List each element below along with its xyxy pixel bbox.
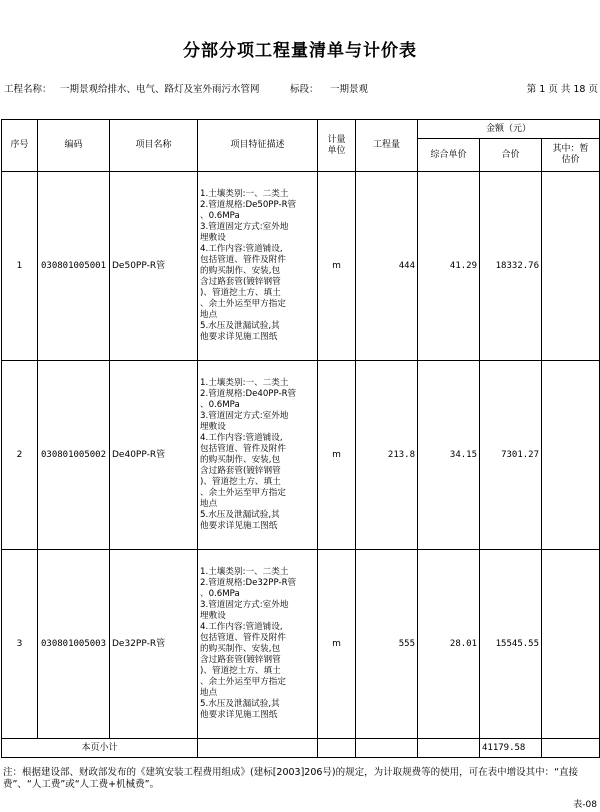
header-amount: 金额（元） (418, 120, 600, 139)
row-qty: 213.8 (356, 361, 418, 550)
table-row (2, 550, 600, 739)
description-line: 含过路套管(镀锌钢管 (200, 466, 281, 476)
description-line: )、管道挖土方、填土 (200, 666, 281, 676)
header-unit-price: 综合单价 (418, 139, 480, 172)
subtotal-empty (356, 739, 418, 758)
row-description (198, 550, 318, 739)
description-line: 2.管道规格:De50PP-R管 (200, 200, 297, 210)
description-line: 、0.6MPa (200, 211, 240, 221)
description-line: 、0.6MPa (200, 400, 240, 410)
subtotal-empty (542, 739, 600, 758)
row-seq: 2 (2, 361, 38, 550)
section-value: 一期景观 (330, 84, 369, 95)
row-description (198, 172, 318, 361)
header-estimate: 其中：暂估价 (542, 139, 600, 172)
row-estimate (542, 550, 600, 739)
description-line: 1.土壤类别:一、二类土 (200, 567, 289, 577)
table-row (2, 361, 600, 550)
row-code: 030801005002 (38, 361, 110, 550)
description-line: )、管道挖土方、填土 (200, 288, 281, 298)
row-estimate (542, 172, 600, 361)
page-title: 分部分项工程量清单与计价表 (183, 41, 417, 61)
subtotal-label: 本页小计 (2, 739, 198, 758)
header-unit: 计量单位 (318, 120, 356, 172)
description-line: 5.水压及泄漏试验,其 (200, 699, 280, 709)
description-line: 埋敷设 (200, 422, 226, 432)
project-name-label: 工程名称： (4, 84, 52, 95)
row-seq: 3 (2, 550, 38, 739)
description-line: 、余土外运至甲方指定 (200, 677, 286, 687)
row-total: 15545.55 (480, 550, 542, 739)
description-line: 包括管道、管件及附件 (200, 255, 286, 265)
description-line: )、管道挖土方、填土 (200, 477, 281, 487)
row-description (198, 361, 318, 550)
row-unit-price: 28.01 (418, 550, 480, 739)
row-total: 18332.76 (480, 172, 542, 361)
description-line: 的购买制作、安装,包 (200, 266, 281, 276)
header-name: 项目名称 (110, 120, 198, 172)
subtotal-empty (418, 739, 480, 758)
row-total: 7301.27 (480, 361, 542, 550)
description-line: 2.管道规格:De32PP-R管 (200, 578, 297, 588)
table-footer (2, 739, 600, 758)
description-line: 、余土外运至甲方指定 (200, 488, 286, 498)
subtotal-total: 41179.58 (480, 739, 542, 758)
page-info: 第 1 页 共 18 页 (526, 84, 598, 95)
row-unit-price: 34.15 (418, 361, 480, 550)
row-qty: 444 (356, 172, 418, 361)
row-code: 030801005001 (38, 172, 110, 361)
row-name: De40PP-R管 (110, 361, 198, 550)
description-line: 的购买制作、安装,包 (200, 644, 281, 654)
footnote: 注：根据建设部、财政部发布的《建筑安装工程费用组成》(建标[2003]206号)的规定，为计取规费等的使用，可在表中增设其中：“直接费”、“人工费”或“人工费+机械费”。 (3, 767, 579, 790)
table-body (2, 172, 600, 739)
subtotal-empty (198, 739, 318, 758)
description-line: 1.土壤类别:一、二类土 (200, 378, 289, 388)
description-line: 包括管道、管件及附件 (200, 633, 286, 643)
row-unit-price: 41.29 (418, 172, 480, 361)
table-row (2, 172, 600, 361)
subtotal-empty (318, 739, 356, 758)
row-name: De32PP-R管 (110, 550, 198, 739)
description-line: 4.工作内容:管道铺设, (200, 244, 283, 254)
description-line: 3.管道固定方式:室外地 (200, 411, 289, 421)
description-line: 含过路套管(镀锌钢管 (200, 277, 281, 287)
description-line: 、0.6MPa (200, 589, 240, 599)
table-header (2, 120, 600, 172)
description-line: 地点 (200, 310, 218, 320)
header-total: 合价 (480, 139, 542, 172)
description-line: 1.土壤类别:一、二类土 (200, 189, 289, 199)
row-unit: m (318, 172, 356, 361)
project-name-value: 一期景观给排水、电气、路灯及室外雨污水管网 (60, 84, 260, 95)
bill-table (1, 119, 600, 758)
description-line: 他要求详见施工图纸 (200, 710, 278, 720)
description-line: 4.工作内容:管道铺设, (200, 433, 283, 443)
row-seq: 1 (2, 172, 38, 361)
row-estimate (542, 361, 600, 550)
row-unit: m (318, 550, 356, 739)
form-number: 表-08 (573, 800, 597, 810)
row-unit: m (318, 361, 356, 550)
row-qty: 555 (356, 550, 418, 739)
description-line: 3.管道固定方式:室外地 (200, 222, 289, 232)
description-line: 地点 (200, 688, 218, 698)
description-line: 5.水压及泄漏试验,其 (200, 510, 280, 520)
description-line: 的购买制作、安装,包 (200, 455, 281, 465)
row-code: 030801005003 (38, 550, 110, 739)
header-qty: 工程量 (356, 120, 418, 172)
description-line: 2.管道规格:De40PP-R管 (200, 389, 297, 399)
description-line: 埋敷设 (200, 611, 226, 621)
description-line: 5.水压及泄漏试验,其 (200, 321, 280, 331)
header-code: 编码 (38, 120, 110, 172)
description-line: 包括管道、管件及附件 (200, 444, 286, 454)
description-line: 含过路套管(镀锌钢管 (200, 655, 281, 665)
description-line: 3.管道固定方式:室外地 (200, 600, 289, 610)
section-label: 标段： (290, 84, 319, 95)
description-line: 、余土外运至甲方指定 (200, 299, 286, 309)
header-desc: 项目特征描述 (198, 120, 318, 172)
description-line: 地点 (200, 499, 218, 509)
subtotal-row (2, 739, 600, 758)
description-line: 他要求详见施工图纸 (200, 332, 278, 342)
description-line: 埋敷设 (200, 233, 226, 243)
description-line: 4.工作内容:管道铺设, (200, 622, 283, 632)
row-name: De50PP-R管 (110, 172, 198, 361)
header-seq: 序号 (2, 120, 38, 172)
description-line: 他要求详见施工图纸 (200, 521, 278, 531)
